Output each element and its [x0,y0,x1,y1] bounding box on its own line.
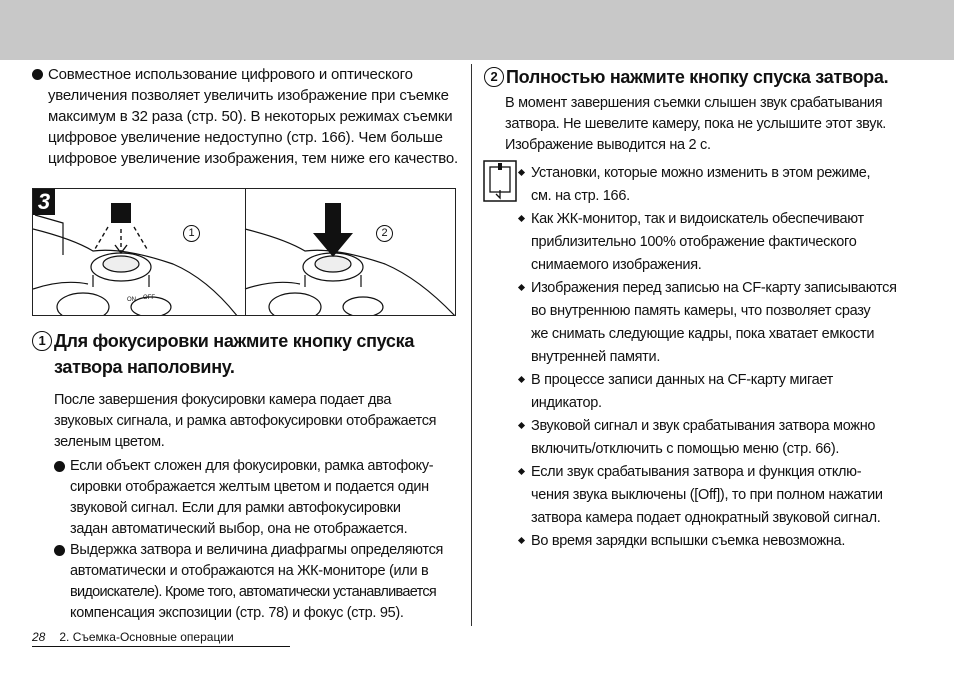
header-band [0,0,954,60]
step1-title-line1: Для фокусировки нажмите кнопку спуска [54,331,415,351]
step1-bullet-2 [54,540,464,624]
figure-label-1: 1 [183,225,200,242]
step2-title: Полностью нажмите кнопку спуска затвора. [506,67,889,87]
intro-line: максимум в 32 раза (стр. 50). В некоторых режимах съемки [48,108,453,125]
intro-line: цифровое увеличение изображения, тем ниже его качество. [48,150,458,167]
step2-heading [484,64,944,90]
bullet-line: компенсация экспозиции (стр. 78) и фокус (стр. 95). [70,605,404,621]
note-item: Звуковой сигнал и звук срабатывания затвора можно включить/отключить с помощью меню (стр. 66). [517,415,937,461]
note-item: Во время зарядки вспышки съемка невозможна. [517,530,937,553]
step1-para-line: звуковых сигнала, и рамка автофокусировки отображается [54,413,437,429]
figure-divider [245,189,246,316]
svg-text:ON: ON [127,297,136,303]
page-number: 28 [32,630,46,644]
note-item: В процессе записи данных на CF-карту мигает индикатор. [517,369,937,415]
bullet-line: автоматически и отображаются на ЖК-мониторе (или в [70,563,429,579]
finger-press-mark [111,203,131,223]
intro-bullet [32,64,462,169]
column-divider [471,64,472,626]
bullet-line: задан автоматический выбор, она не отображается. [70,521,408,537]
intro-line: цифровое увеличение недоступно (стр. 166). Чем больше [48,129,443,146]
footer-rule [32,646,290,647]
bullet-dot-icon [54,545,65,556]
page-footer [32,629,234,645]
step-3-badge: 3 [33,189,55,215]
step2-paragraph [505,93,925,156]
figure-label-2: 2 [376,225,393,242]
note-item: Установки, которые можно изменить в этом режиме, см. на стр. 166. [517,162,937,208]
step1-para-line: После завершения фокусировки камера подает два [54,392,392,408]
section-title: 2. Съемка-Основные операции [59,630,234,644]
svg-text:OFF: OFF [143,295,155,301]
step2-para-line: Изображение выводится на 2 с. [505,137,711,153]
intro-line: Совместное использование цифрового и оптического [48,66,413,83]
bullet-line: Если объект сложен для фокусировки, рамка автофоку- [70,458,434,474]
step2-para-line: затвора. Не шевелите камеру, пока не услышите этот звук. [505,116,886,132]
camera-full-press [245,229,456,316]
note-icon [483,160,517,202]
step1-heading [32,328,462,380]
note-item: Изображения перед записью на CF-карту записываются во внутреннюю память камеры, что позволяет сразу же снимать следующие кадры, пока хватает емкости внутренней памяти. [517,277,937,369]
note-item: Как ЖК-монитор, так и видоискатель обеспечивают приблизительно 100% отображение фактического снимаемого изображения. [517,208,937,277]
step1-number: 1 [32,331,52,351]
bullet-line: звуковой сигнал. Если для рамки автофокусировки [70,500,401,516]
step2-number: 2 [484,67,504,87]
camera-illustration [32,188,456,316]
step1-bullet-1 [54,456,464,540]
step2-para-line: В момент завершения съемки слышен звук срабатывания [505,95,883,111]
full-press-arrow [313,203,353,257]
bullet-dot-icon [54,461,65,472]
note-item: Если звук срабатывания затвора и функция отклю- чения звука выключены ([Off]), то при полном нажатии затвора камера подает однократный звуковой сигнал. [517,461,937,530]
intro-line: увеличения позволяет увеличить изображение при съемке [48,87,449,104]
step1-para-line: зеленым цветом. [54,434,165,450]
step1-title-line2: затвора наполовину. [54,357,235,377]
bullet-line: видоискателе). Кроме того, автоматически устанавливается [70,584,437,600]
bullet-line: Выдержка затвора и величина диафрагмы определяются [70,542,444,558]
notes-list [517,162,937,553]
bullet-dot-icon [32,69,43,80]
step1-paragraph [54,390,464,453]
bullet-line: сировки отображается желтым цветом и подается один [70,479,429,495]
